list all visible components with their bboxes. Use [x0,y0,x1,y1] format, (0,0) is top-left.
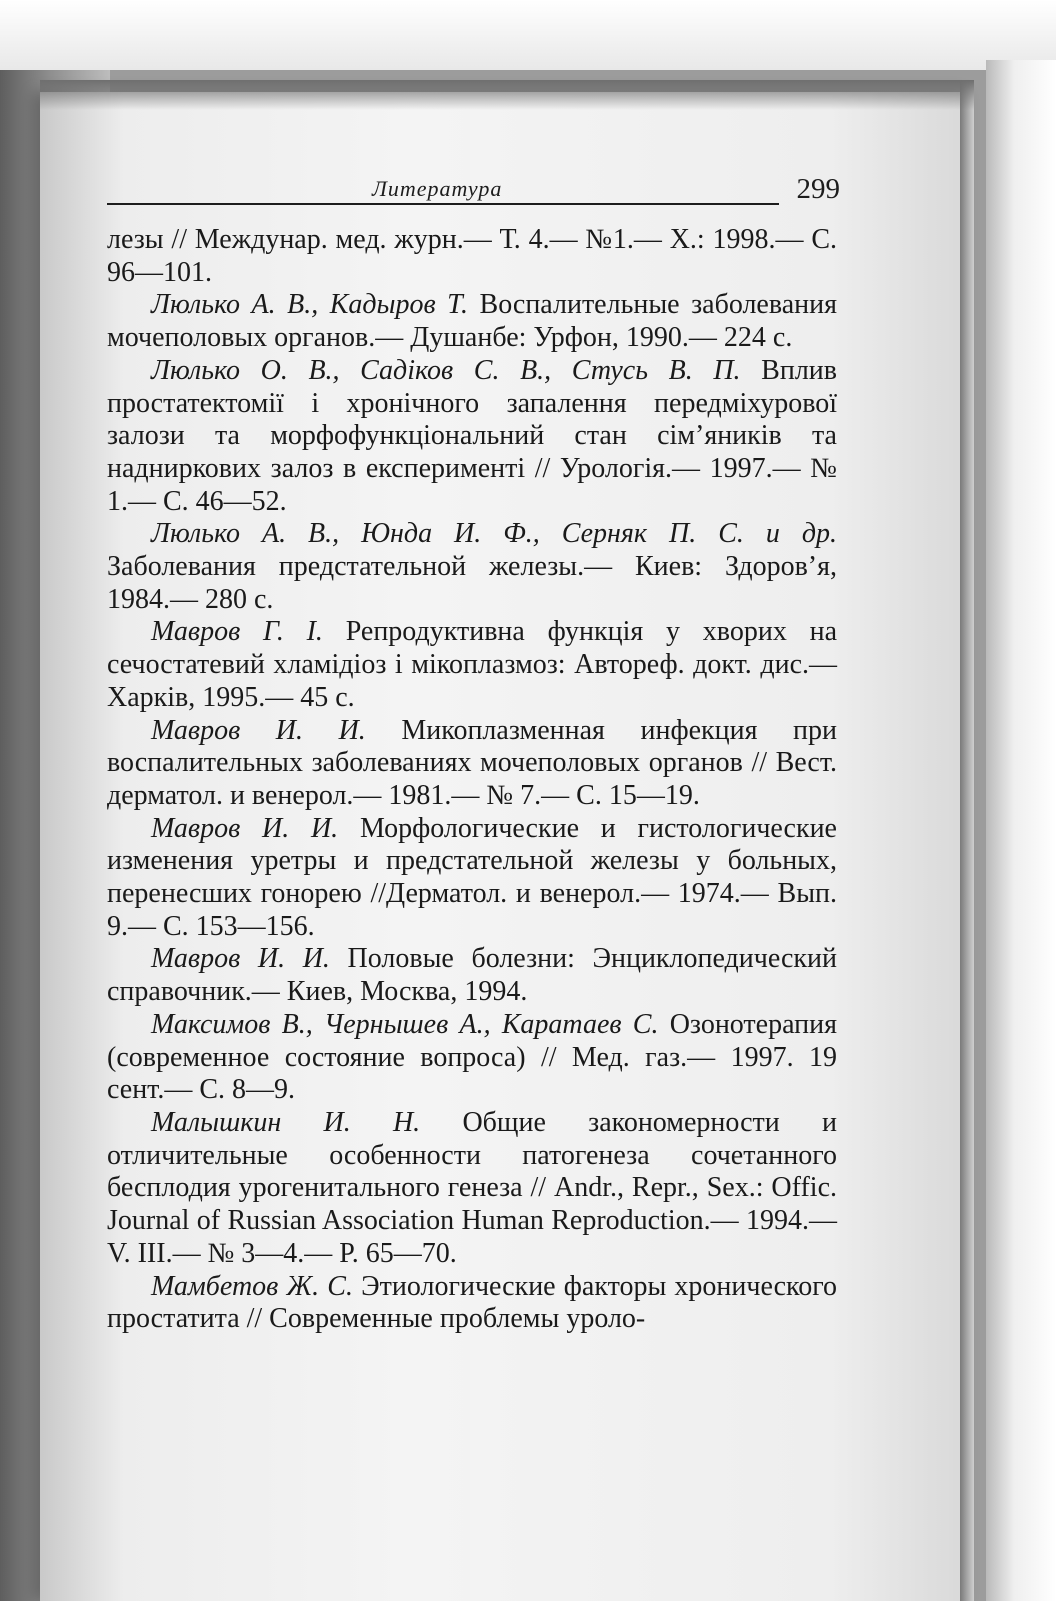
entry-text: Воспалительные заболевания мочеполовых органов.— Душанбе: Урфон, 1990.— 224 с. [107,289,837,354]
header-rule [107,203,779,205]
page-header [107,172,840,208]
entry-authors: Максимов В., Чернышев А., Каратаев С. [151,1008,659,1040]
bibliography-entry [107,289,837,354]
entry-text: Этиологические факторы хронического простатита // Современные проблемы уроло- [107,1270,838,1335]
entry-text: Заболевания предстательной железы.— Киев: Здоров’я, 1984.— 280 с. [107,551,837,615]
entry-authors: Люлько А. В., Юнда И. Ф., Серняк П. С. и др. [151,518,837,550]
entry-text: Репродуктивна функція у хворих на сечостатевий хламідіоз і мікоплазмоз: Автореф. докт. дис.— Харків, 1995.— 45 с. [107,616,837,713]
entry-authors: Люлько А. В., Кадыров Т. [151,289,468,321]
entry-text: Озонотерапия (современное состояние вопроса) // Мед. газ.— 1997. 19 сент.— С. 8—9. [107,1008,837,1106]
entry-authors: Мавров Г. І. [151,616,323,648]
bibliography-entry [107,1009,837,1107]
bibliography-entry [107,616,837,714]
entry-authors: Мамбетов Ж. С. [151,1270,353,1302]
bibliography-list [107,224,837,1336]
bibliography-entry [107,1107,837,1271]
bibliography-entry [107,1271,837,1336]
running-title: Литература [372,176,503,201]
entry-authors: Люлько О. В., Садіков С. В., Стусь В. П. [151,354,741,386]
bibliography-entry [107,518,837,616]
scan-background-top [0,0,1056,70]
entry-text: Общие закономерности и отличительные особенности патогенеза сочетанного бесплодия урогенитального генеза // Andr., Repr., Sex.: Offic. Journal of Russian Association Human Reproduction.— 1994.— V. III.— № 3—4.— P. 65—70. [107,1106,837,1269]
page-edge [960,80,974,1601]
entry-text: Морфологические и гистологические изменения уретры и предстательной железы у больных, перенесших гонорею //Дерматол. и венерол.— 1974.— Вып. 9.— С. 153—156. [107,812,837,942]
entry-text: Вплив простатектомії і хронічного запалення передміхурової залози та морфофункціональний стан сім’яників та надниркових залоз в експерименті // Урологія.— 1997.— № 1.— С. 46—52. [107,354,838,517]
bibliography-entry [107,355,837,519]
bibliography-entry [107,813,837,944]
entry-authors: Мавров И. И. [151,812,339,844]
bibliography-entry [107,715,837,813]
top-shadow [40,80,974,110]
entry-text: Микоплазменная инфекция при воспалительных заболеваниях мочеполовых органов // Вест. дерматол. и венерол.— 1981.— № 7.— С. 15—19. [107,714,837,811]
scan-background-right [986,60,1056,1601]
entry-text: лезы // Междунар. мед. журн.— Т. 4.— №1.— Х.: 1998.— С. 96—101. [107,224,837,288]
entry-authors: Мавров И. И. [151,943,330,975]
entry-text: Половые болезни: Энциклопедический справочник.— Киев, Москва, 1994. [107,943,837,1008]
bibliography-entry [107,943,837,1008]
entry-authors: Мавров И. И. [151,714,366,746]
bibliography-entry [107,224,837,289]
page-number: 299 [796,173,840,205]
entry-authors: Малышкин И. Н. [151,1106,421,1138]
